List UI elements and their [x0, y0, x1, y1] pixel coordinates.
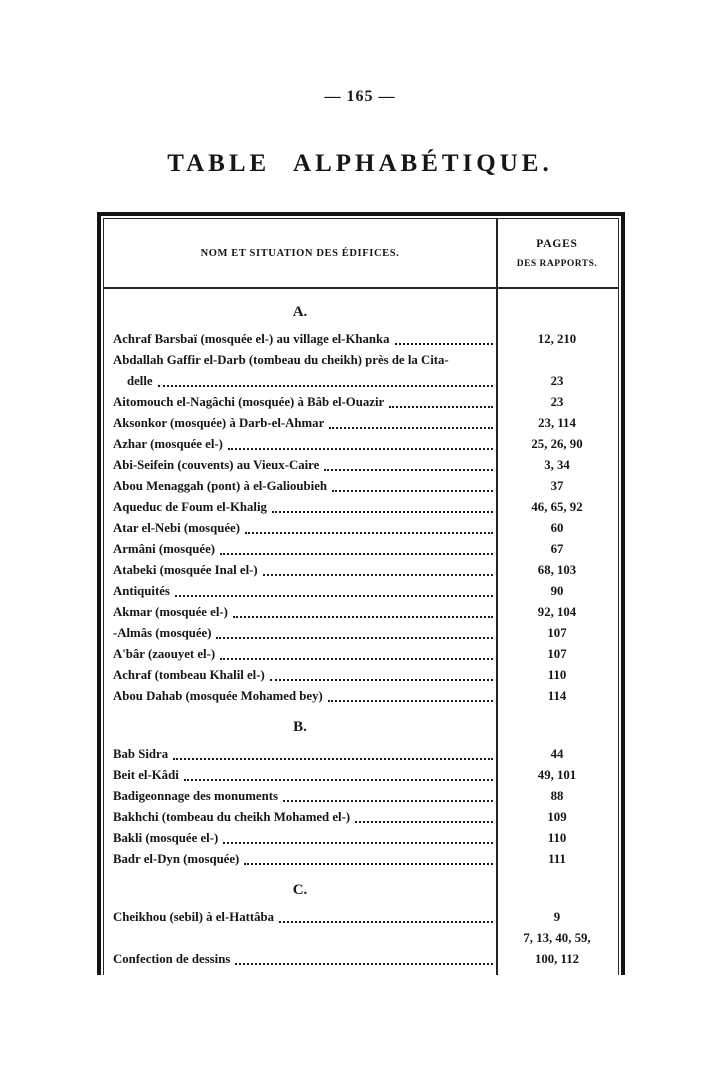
entry-pages: 23, 114: [538, 416, 576, 430]
entry-name-cell: [104, 602, 496, 623]
entry-pages: 9: [553, 910, 561, 924]
entry-name-cell: [104, 518, 496, 539]
entry-name: Bab Sidra: [113, 747, 169, 761]
table-row: [104, 849, 618, 870]
table-header-row: [104, 219, 618, 289]
entry-name: Bakli (mosquée el-): [113, 831, 219, 845]
table-row: [104, 560, 618, 581]
dot-leader: [220, 553, 493, 555]
entry-pages: 3, 34: [544, 458, 570, 472]
dot-leader: [283, 800, 493, 802]
entry-pages: 67: [550, 542, 564, 556]
entry-pages: 109: [547, 810, 567, 824]
section-letter: A.: [292, 304, 308, 320]
dot-leader: [272, 511, 493, 513]
entry-name-cell: [104, 786, 496, 807]
column-header-pages: [496, 219, 618, 287]
table-row: [104, 602, 618, 623]
entry-pages: 92, 104: [537, 605, 577, 619]
table-row: [104, 644, 618, 665]
entry-name: A'bâr (zaouyet el-): [113, 647, 216, 661]
entry-name-continuation: [113, 371, 496, 392]
entry-name: Badigeonnage des monuments: [113, 789, 278, 803]
table-row: [104, 744, 618, 765]
dot-leader: [245, 532, 493, 534]
dot-leader: [173, 758, 493, 760]
entry-pages: 90: [550, 584, 564, 598]
table-row: [104, 476, 618, 497]
entry-name-cell: [104, 907, 496, 928]
entry-name: Armâni (mosquée): [113, 542, 216, 556]
entry-name-cell: [104, 413, 496, 434]
entry-name-cell: [104, 392, 496, 413]
entry-name-cell: [104, 476, 496, 497]
entry-name: Abi-Seifein (couvents) au Vieux-Caire: [113, 458, 320, 472]
entry-name: Atar el-Nebi (mosquée): [113, 521, 240, 535]
entry-name: Confection de dessins: [113, 952, 231, 966]
pages-line1: 7, 13, 40, 59,: [523, 931, 591, 945]
table-row: [104, 623, 618, 644]
dot-leader: [235, 963, 493, 965]
entry-pages: 44: [550, 747, 564, 761]
page-number: — 165 —: [324, 88, 396, 105]
entry-name: Cheikhou (sebil) à el-Hattâba: [113, 910, 275, 924]
table-row: [104, 434, 618, 455]
column-header-pages-line1: PAGES: [536, 237, 578, 250]
dot-leader: [244, 863, 493, 865]
entry-name: Abdallah Gaffir el-Darb (tombeau du cheikh) près de la Cita-: [113, 353, 449, 367]
dot-leader: [228, 448, 493, 450]
pages-line2: 100, 112: [534, 952, 580, 966]
entry-name: Achraf (tombeau Khalil el-): [113, 668, 265, 682]
table-row: [104, 518, 618, 539]
entry-name: Beit el-Kâdi: [113, 768, 179, 782]
entry-pages: 107: [547, 647, 567, 661]
entry-name: Aksonkor (mosquée) à Darb-el-Ahmar: [113, 416, 325, 430]
dot-leader: [324, 469, 493, 471]
section-letter: B.: [293, 719, 307, 735]
entry-name: Aqueduc de Foum el-Khalig: [113, 500, 267, 514]
entry-name-cell: [104, 539, 496, 560]
dot-leader: [233, 616, 493, 618]
entry-pages: 107: [547, 626, 567, 640]
column-header-names: NOM ET SITUATION DES ÉDIFICES.: [200, 247, 400, 259]
table-row: [104, 455, 618, 476]
entry-pages: 68, 103: [537, 563, 577, 577]
entry-name: Akmar (mosquée el-): [113, 605, 228, 619]
dot-leader: [389, 406, 493, 408]
entry-name: Bakhchi (tombeau du cheikh Mohamed el-): [113, 810, 351, 824]
entry-name-cell: [104, 665, 496, 686]
entry-pages: 110: [547, 831, 567, 845]
entry-pages: 37: [550, 479, 564, 493]
entry-pages: [496, 928, 618, 970]
entry-name-continuation-text: delle: [127, 374, 153, 388]
dot-leader: [223, 842, 493, 844]
dot-leader: [328, 700, 493, 702]
entry-name-cell: [104, 828, 496, 849]
entry-name: Atabeki (mosquée Inal el-): [113, 563, 258, 577]
entry-name-cell: [104, 350, 496, 392]
table-row: [104, 686, 618, 707]
entry-name: Antiquités: [113, 584, 170, 598]
entry-name-cell: [104, 928, 496, 970]
dot-leader: [220, 658, 493, 660]
index-table-frame: [103, 218, 619, 975]
dot-leader: [263, 574, 493, 576]
table-row: [104, 828, 618, 849]
entry-name-cell: [104, 581, 496, 602]
entry-name-cell: [104, 686, 496, 707]
entry-pages: 110: [547, 668, 567, 682]
page-title: TABLE ALPHABÉTIQUE.: [167, 150, 553, 177]
table-row: [104, 807, 618, 828]
entry-pages: 46, 65, 92: [531, 500, 583, 514]
table-row: [104, 928, 618, 970]
entry-name-cell: [104, 644, 496, 665]
table-row: [104, 665, 618, 686]
entry-name: -Almâs (mosquée): [113, 626, 212, 640]
section-letter: C.: [292, 882, 308, 898]
dot-leader: [216, 637, 493, 639]
table-row: [104, 581, 618, 602]
table-row: [104, 765, 618, 786]
dot-leader: [395, 343, 493, 345]
entry-name-cell: [104, 329, 496, 350]
dot-leader: [329, 427, 493, 429]
dot-leader: [270, 679, 493, 681]
entry-name: Abou Dahab (mosquée Mohamed bey): [113, 689, 323, 703]
entry-name: Azhar (mosquée el-): [113, 437, 223, 451]
entry-pages: 23: [550, 395, 564, 409]
entry-name: Aitomouch el-Nagâchi (mosquée) à Bâb el-Ouazir: [113, 395, 385, 409]
entry-name-cell: [104, 455, 496, 476]
column-header-pages-line2: DES RAPPORTS.: [516, 258, 598, 269]
entry-pages: 88: [550, 789, 564, 803]
entry-name-cell: [104, 765, 496, 786]
dot-leader: [175, 595, 493, 597]
entry-name-cell: [104, 623, 496, 644]
entry-name-cell: [104, 849, 496, 870]
entry-pages: 114: [547, 689, 567, 703]
column-divider-line: [496, 219, 498, 975]
entry-name-cell: [104, 744, 496, 765]
dot-leader: [355, 821, 493, 823]
table-row: [104, 392, 618, 413]
entry-pages: 111: [548, 852, 566, 866]
table-row: [104, 907, 618, 928]
entry-name-cell: [104, 434, 496, 455]
dot-leader: [184, 779, 493, 781]
entry-name: Badr el-Dyn (mosquée): [113, 852, 240, 866]
entry-name-cell: [104, 807, 496, 828]
entry-pages: 12, 210: [537, 332, 577, 346]
table-row: [104, 329, 618, 350]
table-row: [104, 786, 618, 807]
table-row: [104, 413, 618, 434]
dot-leader: [279, 921, 493, 923]
index-table: [97, 212, 625, 975]
table-row: [104, 539, 618, 560]
table-body: [104, 289, 618, 970]
entry-name: Achraf Barsbaï (mosquée el-) au village el-Khanka: [113, 332, 390, 346]
entry-pages: 23: [550, 374, 564, 388]
entry-pages: 49, 101: [537, 768, 577, 782]
entry-pages: 25, 26, 90: [531, 437, 583, 451]
entry-pages: 60: [550, 521, 564, 535]
entry-name: Abou Menaggah (pont) à el-Galioubieh: [113, 479, 328, 493]
entry-name-cell: [104, 560, 496, 581]
dot-leader: [158, 385, 493, 387]
table-row: [104, 350, 618, 392]
dot-leader: [332, 490, 493, 492]
table-row: [104, 497, 618, 518]
entry-name-cell: [104, 497, 496, 518]
